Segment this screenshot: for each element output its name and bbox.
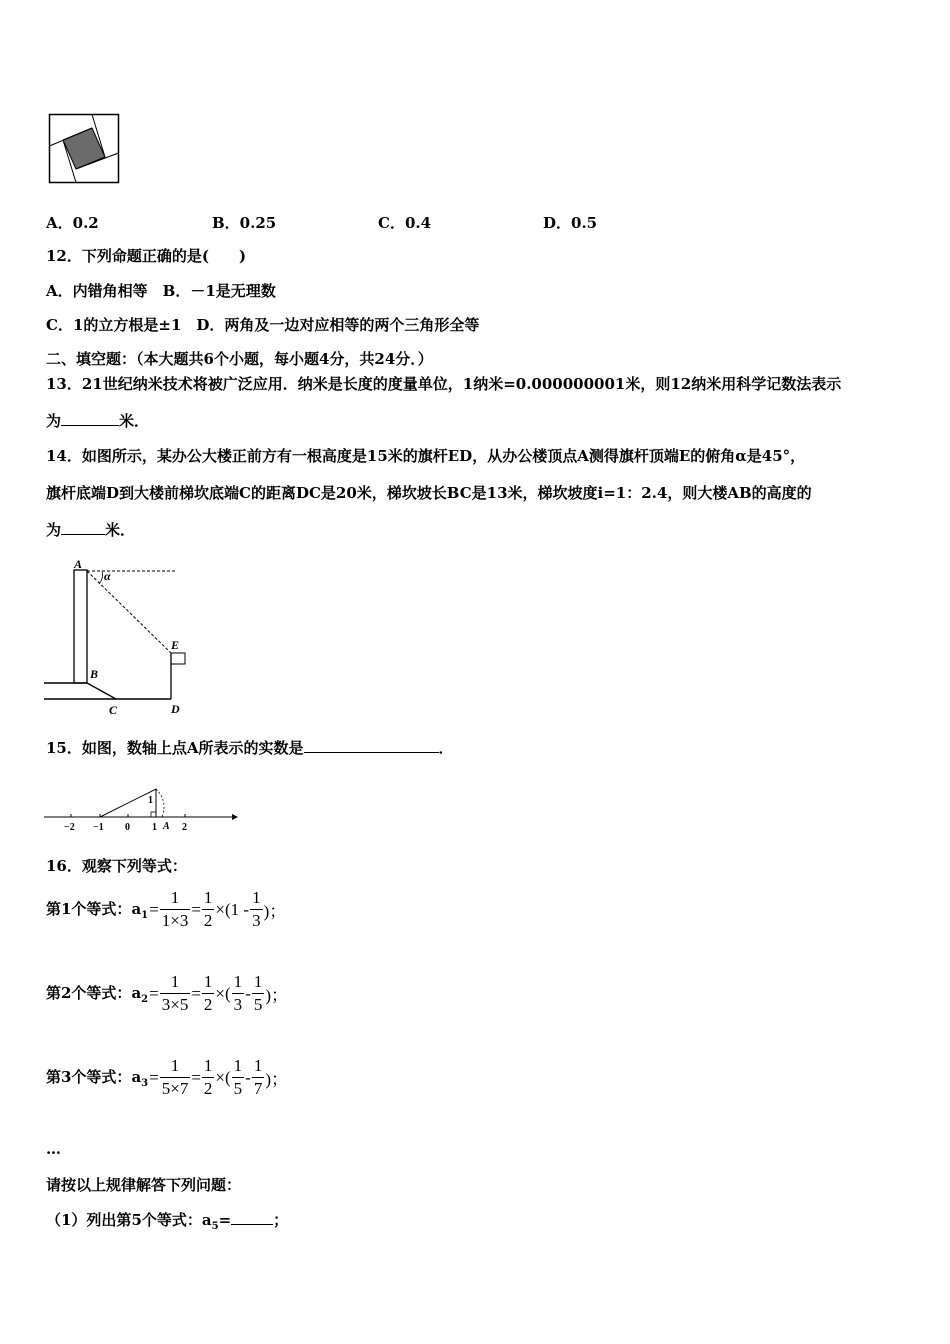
q16-part1-answer-blank[interactable] [231, 1210, 273, 1225]
q15-answer-blank[interactable] [304, 738, 439, 753]
eq1-frac-b: $\frac{1}{3}$ [252, 888, 261, 930]
q16-part1: （1）列出第5个等式：$a_5=$ ； [46, 1211, 289, 1232]
eq1-end: )； [263, 902, 287, 921]
equation-1 [46, 887, 287, 932]
label-e: E [171, 638, 180, 652]
q13-line2 [46, 410, 149, 431]
q14-answer-blank[interactable] [61, 520, 105, 535]
eq1-label: 第1个等式：$a_1$ [46, 900, 149, 921]
label-b: B [90, 667, 99, 681]
q12-options-row2: C．1的立方根是±1 D．两角及一边对应相等的两个三角形全等 [46, 316, 480, 334]
q12-stem: 12．下列命题正确的是( ) [46, 247, 247, 265]
eq3-minus: - [245, 1067, 251, 1087]
eq1-eqsign2: = [191, 899, 201, 919]
eq3-frac-half: $\frac{1}{2}$ [203, 1056, 213, 1098]
height-label: 1 [148, 795, 153, 806]
eq1-times: ×(1 - [215, 899, 250, 919]
eq3-eqsign: = [149, 1067, 159, 1087]
eq2-frac-a: $\frac{1}{3}$ [233, 972, 243, 1014]
q14-line3 [46, 519, 135, 540]
eq1-frac-main: $\frac{1}{1\times 3}$ [161, 888, 189, 930]
building-flagpole-figure [44, 556, 190, 718]
q14-prefix: 为 [46, 521, 62, 539]
option-a[interactable]: A．0.2 [46, 214, 99, 232]
eq2-label: 第2个等式：$a_2$ [46, 984, 149, 1005]
eq3-frac-b: $\frac{1}{7}$ [253, 1056, 263, 1098]
option-b[interactable]: B．0.25 [212, 214, 277, 232]
section-heading: 二、填空题：（本大题共6个小题，每小题4分，共24分．） [46, 350, 433, 368]
eq3-end: )； [265, 1070, 289, 1089]
option-c[interactable]: C．0.4 [378, 214, 432, 232]
eq2-end: )； [265, 986, 289, 1005]
eq2-frac-main: $\frac{1}{3\times 5}$ [161, 972, 189, 1014]
square-figure [48, 113, 122, 185]
label-a: A [74, 557, 83, 571]
q14-line1: 14．如图所示，某办公大楼正前方有一根高度是15米的旗杆ED，从办公楼顶点A测得旗杆顶端E的俯角α是45°， [46, 447, 806, 465]
tick-label-2: 2 [182, 822, 187, 833]
eq2-minus: - [245, 983, 251, 1003]
q15-suffix: ． [438, 739, 454, 757]
q15-prefix: 15．如图，数轴上点A所表示的实数是 [46, 739, 304, 757]
ellipsis: … [46, 1140, 61, 1158]
q12-options-row1: A．内错角相等 B．－1是无理数 [46, 282, 276, 300]
eq2-frac-half: $\frac{1}{2}$ [203, 972, 213, 1014]
q13-line1: 13．21世纪纳米技术将被广泛应用．纳米是长度的度量单位，1纳米=0.000000001米，则12纳米用科学记数法表示 [46, 375, 842, 393]
q15-stem [46, 737, 454, 758]
tick-label-1: 1 [152, 822, 157, 833]
q14-line2: 旗杆底端D到大楼前梯坎底端C的距离DC是20米，梯坎坡长BC是13米，梯坎坡度i=1：2.4，则大楼AB的高度的 [46, 484, 812, 502]
eq3-eqsign2: = [191, 1067, 201, 1087]
q13-suffix: 米． [119, 412, 150, 430]
option-d[interactable]: D．0.5 [543, 214, 598, 232]
label-c: C [109, 703, 118, 717]
tick-label-0: 0 [125, 822, 130, 833]
q16-prompt: 请按以上规律解答下列问题： [46, 1176, 242, 1194]
tick-label-neg2: −2 [64, 822, 75, 833]
label-alpha: α [104, 569, 111, 583]
eq2-frac-b: $\frac{1}{5}$ [253, 972, 263, 1014]
eq2-eqsign2: = [191, 983, 201, 1003]
equation-2 [46, 971, 289, 1016]
label-d: D [171, 702, 180, 716]
eq3-frac-main: $\frac{1}{5\times 7}$ [161, 1056, 189, 1098]
q16-stem: 16．观察下列等式： [46, 857, 187, 875]
eq2-eqsign: = [149, 983, 159, 1003]
eq1-eqsign: = [149, 899, 159, 919]
tick-label-neg1: −1 [93, 822, 104, 833]
q14-suffix: 米． [105, 521, 136, 539]
eq2-times: ×( [215, 983, 231, 1003]
q13-prefix: 为 [46, 412, 62, 430]
eq3-times: ×( [215, 1067, 231, 1087]
point-a-label: A [163, 821, 170, 832]
q13-answer-blank[interactable] [61, 411, 119, 426]
eq3-frac-a: $\frac{1}{5}$ [233, 1056, 243, 1098]
equation-3 [46, 1055, 289, 1100]
number-line-figure [44, 775, 240, 835]
eq1-frac-half: $\frac{1}{2}$ [203, 888, 213, 930]
eq3-label: 第3个等式：$a_3$ [46, 1068, 149, 1089]
